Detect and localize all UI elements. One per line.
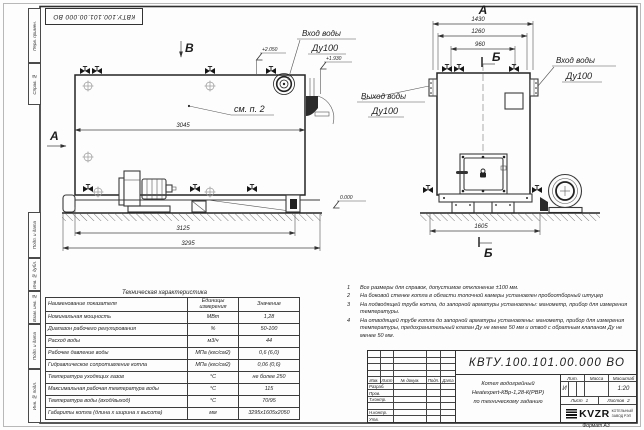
kvzr-logo-icon xyxy=(566,409,577,419)
ground-right xyxy=(420,213,600,221)
svg-text:Б: Б xyxy=(484,246,493,260)
company-caption: КОТЕЛЬНЫЙ ЗАВОД РЭП xyxy=(611,409,633,418)
outlet-label xyxy=(357,86,429,117)
sig-row-nkontr: Н.контр. xyxy=(368,410,455,416)
spec-row: Диапазон рабочего регулирования % 50-100 xyxy=(46,324,300,336)
elevation-1930 xyxy=(321,56,353,94)
sheet-cell: Лист 1 xyxy=(561,397,599,405)
top-stamp-text: КВТУ.100.101.00.000 ВО xyxy=(52,13,136,20)
svg-text:3045: 3045 xyxy=(176,123,190,129)
spec-row: Температура уходящих газов °С не более 250 xyxy=(46,372,300,384)
spec-row: Рабочее давление воды МПа (кгс/см2) 0,6 (6,0) xyxy=(46,348,300,360)
ground-left xyxy=(62,213,322,221)
furnace-door-icon xyxy=(456,154,507,194)
spec-col-units: Единицы измерения xyxy=(188,298,239,312)
spec-row: Номинальная мощность МВт 1,28 xyxy=(46,312,300,324)
note-item: 3 На подводящей трубе котла, до запорной арматуры установлены: манометр, прибор для измерения температуры. xyxy=(347,301,628,316)
svg-text:+1.930: +1.930 xyxy=(326,56,342,62)
revision-header-row: Изм. Лист № докум. Подп. Дата xyxy=(369,377,454,383)
doc-number: КВТУ.100.101.00.000 ВО xyxy=(456,351,637,375)
lit-value: И xyxy=(561,382,569,397)
svg-text:Вход воды: Вход воды xyxy=(556,56,595,65)
svg-text:Выход воды: Выход воды xyxy=(361,92,406,101)
boiler-body-side xyxy=(75,75,305,195)
product-name: Котел водогрейный Heatexpert-КВр-1,28-К(РВР) по техническому заданию xyxy=(456,375,561,423)
support-frame xyxy=(63,195,320,212)
svg-text:А: А xyxy=(50,129,59,143)
spec-table xyxy=(45,297,300,420)
mass-value xyxy=(585,382,609,397)
spec-row: Температура воды (вход/выход) °С 70/95 xyxy=(46,396,300,408)
elevation-zero xyxy=(334,195,367,208)
dimension-3125 xyxy=(75,207,295,236)
title-block-meta xyxy=(561,375,637,423)
lit-header: Лит. xyxy=(561,375,585,382)
inlet-label-top xyxy=(288,29,356,80)
section-mark-b-bottom xyxy=(479,237,493,260)
valve-icons-top xyxy=(80,67,276,75)
spec-col-name: Наименование показателя xyxy=(46,298,188,312)
sig-row-razrab: Разраб. xyxy=(368,384,455,390)
title-block-revision-table xyxy=(368,351,456,422)
strip-cell-inv-podl: Инв. № подл. xyxy=(28,369,41,423)
svg-text:3295: 3295 xyxy=(181,241,195,247)
spec-table-title: Техническая характеристика xyxy=(122,290,207,296)
strip-cell-sprav-no: Справ. № xyxy=(28,63,41,105)
blower-icon xyxy=(540,175,582,213)
svg-text:3125: 3125 xyxy=(176,226,190,232)
inlet-flange-icon xyxy=(274,74,295,95)
svg-text:Б: Б xyxy=(492,50,501,64)
inlet-flange-front xyxy=(530,79,538,96)
spec-col-value: Значение xyxy=(239,298,300,312)
valve-icons-top-front xyxy=(442,65,519,73)
scale-header: Масштаб xyxy=(609,375,637,382)
spec-section xyxy=(45,290,290,420)
svg-text:960: 960 xyxy=(474,42,486,48)
note-item: 1 Все размеры для справок, допустимое отклонение ±100 мм. xyxy=(347,285,519,291)
sheets-cell: Листов 2 xyxy=(599,397,637,405)
mass-header: Масса xyxy=(585,375,609,382)
sig-row-utv: Утв. xyxy=(368,416,455,422)
view-arrow-b xyxy=(181,41,194,57)
boiler-side-view xyxy=(47,29,366,251)
note-item: 2 На боковой стенке котла в области топочной камеры установлен пробоотборный штуцер xyxy=(347,293,604,300)
outlet-flange-front xyxy=(429,79,437,96)
svg-text:+2.050: +2.050 xyxy=(262,47,278,53)
inlet-label-right xyxy=(538,56,616,86)
sig-row-tkontr: Т.контр. xyxy=(368,397,455,403)
strip-cell-podp-data-2: Подп. и дата xyxy=(28,324,41,369)
spec-row: Максимальная рабочая температура воды °С 115 xyxy=(46,384,300,396)
top-stamp xyxy=(45,8,143,25)
outlet-nozzle-icon xyxy=(306,78,334,124)
svg-text:Вход воды: Вход воды xyxy=(302,29,341,38)
svg-text:1605: 1605 xyxy=(474,224,488,230)
svg-text:см. п. 2: см. п. 2 xyxy=(234,104,265,114)
sight-hatch xyxy=(505,93,523,109)
notes-section xyxy=(343,285,637,341)
spec-row: Габариты котла (длина х ширина х высота) мм 3295х1605х2050 xyxy=(46,408,300,420)
spec-header-row xyxy=(46,298,300,312)
spec-row: Гидравлическое сопротивление котла МПа (кгс/см2) 0,06 (0,6) xyxy=(46,360,300,372)
svg-text:Ду100: Ду100 xyxy=(312,43,338,53)
view-label-a-top: А xyxy=(478,3,488,17)
boiler-front-view xyxy=(357,3,616,260)
section-mark-b-top xyxy=(482,50,501,67)
kvzr-logo-text: KVZR xyxy=(579,407,610,420)
svg-text:Ду100: Ду100 xyxy=(372,106,398,116)
strip-cell-inv-dubl: Инв. № дубл. xyxy=(28,258,41,291)
strip-cell-perv-primen: Перв. примен. xyxy=(28,8,41,63)
scale-value: 1:20 xyxy=(609,382,637,397)
strip-cell-vzam-inv: Взам. инв. № xyxy=(28,291,41,324)
spec-row: Расход воды м3/ч 44 xyxy=(46,336,300,348)
company-logo xyxy=(561,405,637,422)
svg-text:1260: 1260 xyxy=(471,29,485,35)
strip-cell-podp-data-1: Подп. и дата xyxy=(28,212,41,258)
format-label: Формат А3 xyxy=(582,423,610,429)
dimension-960 xyxy=(451,42,515,66)
svg-text:0.000: 0.000 xyxy=(340,195,353,201)
note-item: 4 На отводящей трубе котла до запорной арматуры установлены: манометр, прибор для измерения температуры, предохранительный клапан Ду не менее 50 мм и отвод с обратным клапаном Ду не менее 50 мм. xyxy=(347,317,625,339)
svg-text:В: В xyxy=(185,41,194,55)
svg-text:Ду100: Ду100 xyxy=(566,71,592,81)
svg-text:1430: 1430 xyxy=(471,17,485,23)
sig-row-prov: Пров. xyxy=(368,390,455,396)
view-arrow-a xyxy=(47,129,66,146)
base-frame-front xyxy=(439,194,532,213)
title-block xyxy=(367,350,637,423)
